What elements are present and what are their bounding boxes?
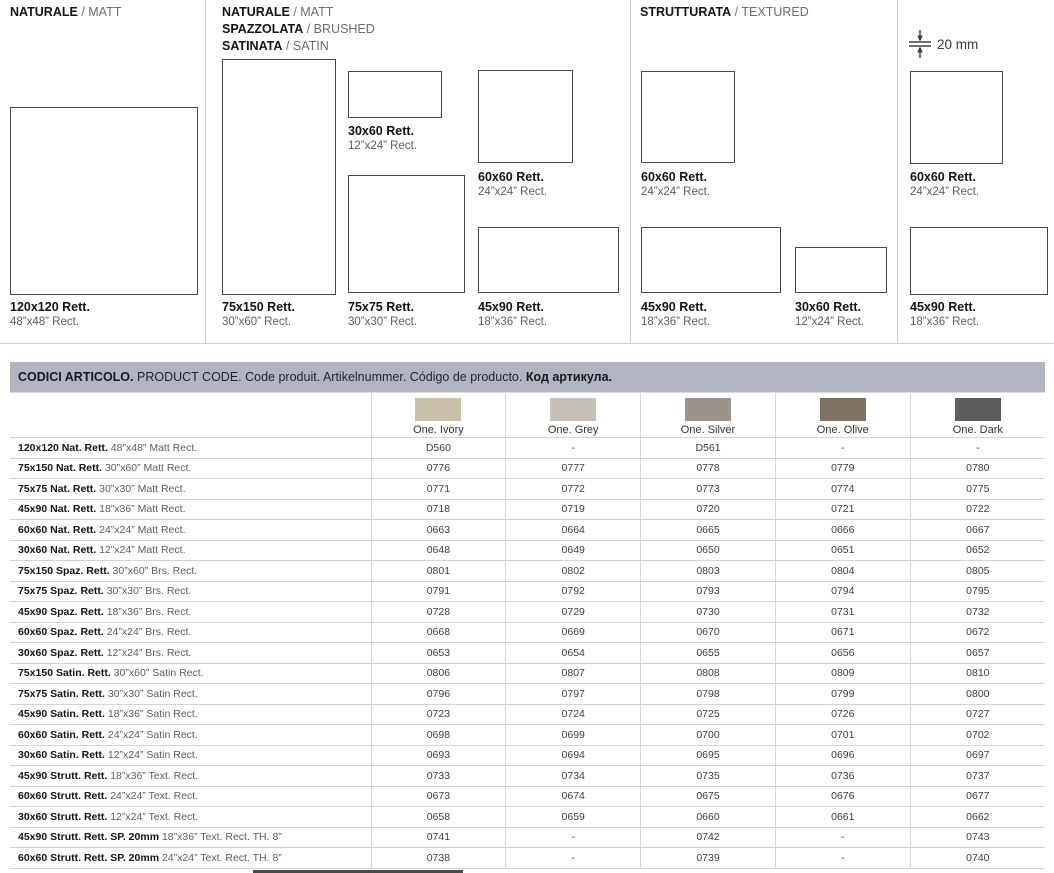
product-code-cell: 0735 [641,766,776,787]
banner-translations: PRODUCT CODE. Code produit. Artikelnummer. Código de producto. [137,370,523,384]
tile-size-imperial: 18”x36” Rect. [910,316,980,328]
size-finish-name: 75x75 Spaz. Rett. [18,585,104,598]
size-finish-imperial: 24”x24” Text. Rect. TH. 8” [159,851,282,864]
row-description [10,807,371,828]
row-description [10,745,371,766]
tile-size-imperial: 18”x36” Rect. [641,316,711,328]
size-finish-name: 45x90 Spaz. Rett. [18,605,104,618]
product-code-cell: 0779 [775,458,910,479]
section-divider [205,0,206,343]
product-code-cell: 0671 [775,622,910,643]
product-code-cell: 0806 [371,663,506,684]
tile-size-imperial: 24”x24” Rect. [641,186,711,198]
size-finish-imperial: 30”x30” Satin Rect. [104,687,198,700]
size-finish-name: 60x60 Satin. Rett. [18,728,105,741]
product-code-cell: 0777 [506,458,641,479]
tile-outline-60x60-textured [641,71,735,163]
table-row [10,520,1045,541]
table-row [10,622,1045,643]
product-code-cell: 0729 [506,602,641,623]
product-code-cell: 0719 [506,499,641,520]
table-row [10,786,1045,807]
row-description [10,643,371,664]
table-row [10,663,1045,684]
table-row [10,848,1045,869]
product-code-cell: 0743 [910,827,1045,848]
tile-size-metric: 30x60 Rett. [348,124,415,138]
thickness-dimension-icon [908,28,932,60]
size-finish-name: 45x90 Strutt. Rett. SP. 20mm [18,831,160,844]
color-name-label: One. Dark [952,424,1003,436]
color-swatch [550,398,596,421]
size-finish-name: 75x150 Nat. Rett. [18,462,103,475]
product-code-cell: 0693 [371,745,506,766]
product-code-cell: - [506,438,641,459]
product-code-cell: 0805 [910,561,1045,582]
tile-size-imperial: 24”x24” Rect. [478,186,548,198]
product-code-cell: 0773 [641,479,776,500]
product-code-cell: 0668 [371,622,506,643]
finish-translation: / SATIN [285,39,329,53]
size-finish-imperial: 12”x24” Matt Rect. [96,544,186,557]
product-code-cell: 0778 [641,458,776,479]
tile-label-45x90-20mm [910,299,979,330]
tile-size-metric: 120x120 Rett. [10,300,90,314]
tile-size-imperial: 24”x24” Rect. [910,186,980,198]
product-code-cell: 0800 [910,684,1045,705]
row-description [10,540,371,561]
table-row [10,684,1045,705]
size-finish-imperial: 18”x36” Text. Rect. TH. 8” [159,831,282,844]
size-finish-imperial: 12”x24” Brs. Rect. [103,646,192,659]
row-description [10,848,371,869]
table-row [10,704,1045,725]
size-finish-name: 75x150 Satin. Rett. [18,667,111,680]
product-code-cell: 0803 [641,561,776,582]
row-description [10,602,371,623]
tile-label-60x60-textured [641,169,710,200]
row-description [10,581,371,602]
product-code-cell: 0772 [506,479,641,500]
row-description [10,438,371,459]
row-description [10,786,371,807]
product-code-cell: 0721 [775,499,910,520]
tile-label-45x90 [478,299,547,330]
product-code-cell: 0674 [506,786,641,807]
product-code-cell: 0661 [775,807,910,828]
finish-translation: / MATT [81,5,122,19]
tile-label-120x120 [10,299,90,330]
tile-size-metric: 60x60 Rett. [641,170,708,184]
product-code-cell: 0649 [506,540,641,561]
size-finish-name: 120x120 Nat. Rett. [18,441,108,454]
product-code-cell: 0791 [371,581,506,602]
tile-size-metric: 60x60 Rett. [478,170,545,184]
size-finish-name: 60x60 Strutt. Rett. SP. 20mm [18,851,160,864]
table-row [10,479,1045,500]
tile-outline-30x60-textured [795,247,887,293]
tile-size-imperial: 30”x30” Rect. [348,316,418,328]
product-code-cell: 0807 [506,663,641,684]
tile-size-imperial: 12”x24” Rect. [795,316,865,328]
finish-name: NATURALE [222,5,290,19]
product-code-cell: 0731 [775,602,910,623]
product-code-cell: 0725 [641,704,776,725]
product-code-cell: 0652 [910,540,1045,561]
tile-label-75x75 [348,299,417,330]
thickness-indicator [908,28,978,60]
product-code-cell: 0655 [641,643,776,664]
product-code-cell: 0648 [371,540,506,561]
product-code-cell: 0796 [371,684,506,705]
product-code-cell: 0670 [641,622,776,643]
size-finish-imperial: 18”x36” Text. Rect. [107,769,199,782]
size-diagram-panel [0,0,1054,344]
tile-outline-60x60-20mm [910,71,1003,164]
product-code-cell: 0809 [775,663,910,684]
product-code-cell: 0666 [775,520,910,541]
finish-translation: / TEXTURED [734,5,809,19]
product-code-cell: 0701 [775,725,910,746]
page-footer-rule [253,870,463,873]
product-code-cell: 0802 [506,561,641,582]
tile-size-metric: 60x60 Rett. [910,170,977,184]
size-finish-name: 75x75 Nat. Rett. [18,482,97,495]
product-code-cell: - [775,848,910,869]
tile-label-75x150 [222,299,295,330]
size-finish-name: 60x60 Spaz. Rett. [18,626,104,639]
description-column-header [10,393,371,438]
size-finish-imperial: 18”x36” Matt Rect. [96,503,186,516]
size-finish-name: 60x60 Nat. Rett. [18,523,97,536]
table-row [10,725,1045,746]
product-code-cell: 0675 [641,786,776,807]
product-code-table [10,392,1045,869]
size-finish-imperial: 12”x24” Satin Rect. [104,749,198,762]
section-divider [897,0,898,343]
row-description [10,479,371,500]
tile-size-imperial: 18”x36” Rect. [478,316,548,328]
product-code-cell: 0677 [910,786,1045,807]
product-code-cell: 0697 [910,745,1045,766]
section-title-naturale [10,4,121,21]
product-code-cell: 0720 [641,499,776,520]
finish-name: STRUTTURATA [640,5,732,19]
tile-size-imperial: 30”x60” Rect. [222,316,292,328]
color-column-header [775,393,910,438]
color-column-header [910,393,1045,438]
color-swatch [820,398,866,421]
row-description [10,725,371,746]
tile-size-imperial: 48”x48” Rect. [10,316,80,328]
product-code-cell: - [775,438,910,459]
product-code-cell: 0669 [506,622,641,643]
tile-size-metric: 75x150 Rett. [222,300,295,314]
tile-size-metric: 75x75 Rett. [348,300,415,314]
product-code-cell: D560 [371,438,506,459]
product-code-cell: 0792 [506,581,641,602]
product-code-cell: 0741 [371,827,506,848]
thickness-label: 20 mm [937,36,979,52]
product-code-cell: 0702 [910,725,1045,746]
section-title-strutturata [640,4,809,21]
product-code-cell: 0718 [371,499,506,520]
product-code-cell: 0676 [775,786,910,807]
banner-title-italian: CODICI ARTICOLO. [18,370,134,384]
product-code-cell: 0696 [775,745,910,766]
color-name-label: One. Ivory [413,424,464,436]
size-finish-imperial: 30”x60” Brs. Rect. [109,564,198,577]
color-swatch [685,398,731,421]
color-swatch [415,398,461,421]
product-code-cell: 0653 [371,643,506,664]
table-row [10,458,1045,479]
color-swatch [955,398,1001,421]
table-row [10,745,1045,766]
color-column-header [641,393,776,438]
product-code-cell: 0776 [371,458,506,479]
table-row [10,540,1045,561]
tile-size-metric: 45x90 Rett. [478,300,545,314]
table-header [10,393,1045,438]
product-code-cell: 0798 [641,684,776,705]
product-code-cell: 0780 [910,458,1045,479]
size-finish-imperial: 30”x30” Matt Rect. [96,482,186,495]
size-finish-name: 60x60 Strutt. Rett. [18,790,108,803]
tile-size-imperial: 12”x24” Rect. [348,140,418,152]
table-row [10,643,1045,664]
product-code-cell: 0793 [641,581,776,602]
product-code-cell: 0795 [910,581,1045,602]
table-row [10,581,1045,602]
product-code-cell: 0734 [506,766,641,787]
product-code-cell: 0801 [371,561,506,582]
size-finish-imperial: 24”x24” Satin Rect. [104,728,198,741]
row-description [10,766,371,787]
product-code-cell: 0658 [371,807,506,828]
product-code-cell: 0665 [641,520,776,541]
size-finish-imperial: 48”x48” Matt Rect. [107,441,198,454]
product-code-cell: - [775,827,910,848]
tile-outline-60x60 [478,70,573,163]
product-code-cell: 0794 [775,581,910,602]
product-code-cell: 0660 [641,807,776,828]
product-code-cell: 0694 [506,745,641,766]
color-name-label: One. Silver [680,424,736,436]
size-finish-name: 30x60 Satin. Rett. [18,749,105,762]
product-code-cell: - [506,848,641,869]
product-code-cell: 0726 [775,704,910,725]
product-code-cell: 0799 [775,684,910,705]
row-description [10,561,371,582]
tile-size-metric: 30x60 Rett. [795,300,862,314]
product-code-cell: 0804 [775,561,910,582]
tile-outline-75x75 [348,175,465,293]
product-code-cell: 0732 [910,602,1045,623]
product-code-banner [10,362,1045,392]
size-finish-imperial: 30”x30” Brs. Rect. [103,585,192,598]
product-code-cell: 0699 [506,725,641,746]
row-description [10,704,371,725]
product-code-cell: 0663 [371,520,506,541]
row-description [10,458,371,479]
product-code-cell: 0774 [775,479,910,500]
size-finish-name: 30x60 Spaz. Rett. [18,646,104,659]
tile-outline-45x90-textured [641,227,781,293]
product-code-cell: 0654 [506,643,641,664]
section-divider [630,0,631,343]
row-description [10,827,371,848]
finish-name: NATURALE [10,5,78,19]
size-finish-name: 45x90 Satin. Rett. [18,708,105,721]
product-code-cell: D561 [641,438,776,459]
size-finish-imperial: 24”x24” Matt Rect. [96,523,186,536]
product-code-cell: 0723 [371,704,506,725]
product-code-cell: 0808 [641,663,776,684]
color-name-label: One. Grey [547,424,599,436]
tile-label-60x60-20mm [910,169,979,200]
banner-title-russian: Код артикула. [525,370,612,384]
size-finish-imperial: 18”x36” Brs. Rect. [103,605,192,618]
tile-size-metric: 45x90 Rett. [910,300,977,314]
size-finish-name: 30x60 Nat. Rett. [18,544,97,557]
product-code-cell: 0698 [371,725,506,746]
product-code-cell: 0797 [506,684,641,705]
product-code-cell: 0650 [641,540,776,561]
tile-outline-120x120 [10,107,198,295]
product-code-cell: 0730 [641,602,776,623]
product-code-cell: 0657 [910,643,1045,664]
product-code-cell: 0664 [506,520,641,541]
table-row [10,561,1045,582]
product-code-cell: 0724 [506,704,641,725]
size-finish-name: 75x75 Satin. Rett. [18,687,105,700]
product-code-cell: 0667 [910,520,1045,541]
row-description [10,499,371,520]
product-code-cell: 0739 [641,848,776,869]
product-code-cell: 0737 [910,766,1045,787]
product-code-cell: 0728 [371,602,506,623]
finish-name: SPAZZOLATA [222,22,304,36]
size-finish-name: 45x90 Nat. Rett. [18,503,97,516]
product-code-cell: 0736 [775,766,910,787]
tile-outline-45x90 [478,227,619,293]
product-code-cell: 0742 [641,827,776,848]
tile-size-metric: 45x90 Rett. [641,300,708,314]
tile-label-30x60 [348,123,417,154]
size-finish-imperial: 24”x24” Brs. Rect. [103,626,192,639]
tile-outline-75x150 [222,59,336,295]
finish-translation: / BRUSHED [306,22,375,36]
product-code-cell: 0672 [910,622,1045,643]
product-code-cell: 0700 [641,725,776,746]
size-finish-imperial: 18”x36” Satin Rect. [104,708,198,721]
tile-label-60x60 [478,169,547,200]
product-code-cell: 0673 [371,786,506,807]
row-description [10,663,371,684]
table-row [10,807,1045,828]
table-row [10,438,1045,459]
product-code-cell: - [506,827,641,848]
product-code-cell: 0771 [371,479,506,500]
product-code-cell: 0727 [910,704,1045,725]
size-finish-name: 75x150 Spaz. Rett. [18,564,110,577]
product-code-cell: 0656 [775,643,910,664]
tile-label-30x60-textured [795,299,864,330]
size-finish-imperial: 12”x24” Text. Rect. [107,810,199,823]
tile-outline-45x90-20mm [910,227,1048,295]
size-finish-imperial: 30”x60” Satin Rect. [110,667,204,680]
color-name-label: One. Olive [816,424,869,436]
product-code-cell: 0662 [910,807,1045,828]
section-title-naturale-spazzolata-satinata [222,4,375,55]
product-code-cell: 0810 [910,663,1045,684]
product-code-cell: 0740 [910,848,1045,869]
tile-outline-30x60 [348,71,442,118]
color-column-header [506,393,641,438]
size-finish-name: 45x90 Strutt. Rett. [18,769,108,782]
row-description [10,622,371,643]
size-finish-name: 30x60 Strutt. Rett. [18,810,108,823]
finish-translation: / MATT [293,5,334,19]
table-row [10,602,1045,623]
row-description [10,520,371,541]
color-column-header [371,393,506,438]
product-code-cell: - [910,438,1045,459]
row-description [10,684,371,705]
product-code-cell: 0695 [641,745,776,766]
size-finish-imperial: 24”x24” Text. Rect. [107,790,199,803]
product-code-cell: 0738 [371,848,506,869]
tile-label-45x90-textured [641,299,710,330]
product-code-cell: 0659 [506,807,641,828]
table-row [10,499,1045,520]
table-row [10,827,1045,848]
product-code-cell: 0775 [910,479,1045,500]
product-code-cell: 0651 [775,540,910,561]
size-finish-imperial: 30”x60” Matt Rect. [102,462,192,475]
table-row [10,766,1045,787]
finish-name: SATINATA [222,39,283,53]
product-code-cell: 0722 [910,499,1045,520]
product-code-cell: 0733 [371,766,506,787]
